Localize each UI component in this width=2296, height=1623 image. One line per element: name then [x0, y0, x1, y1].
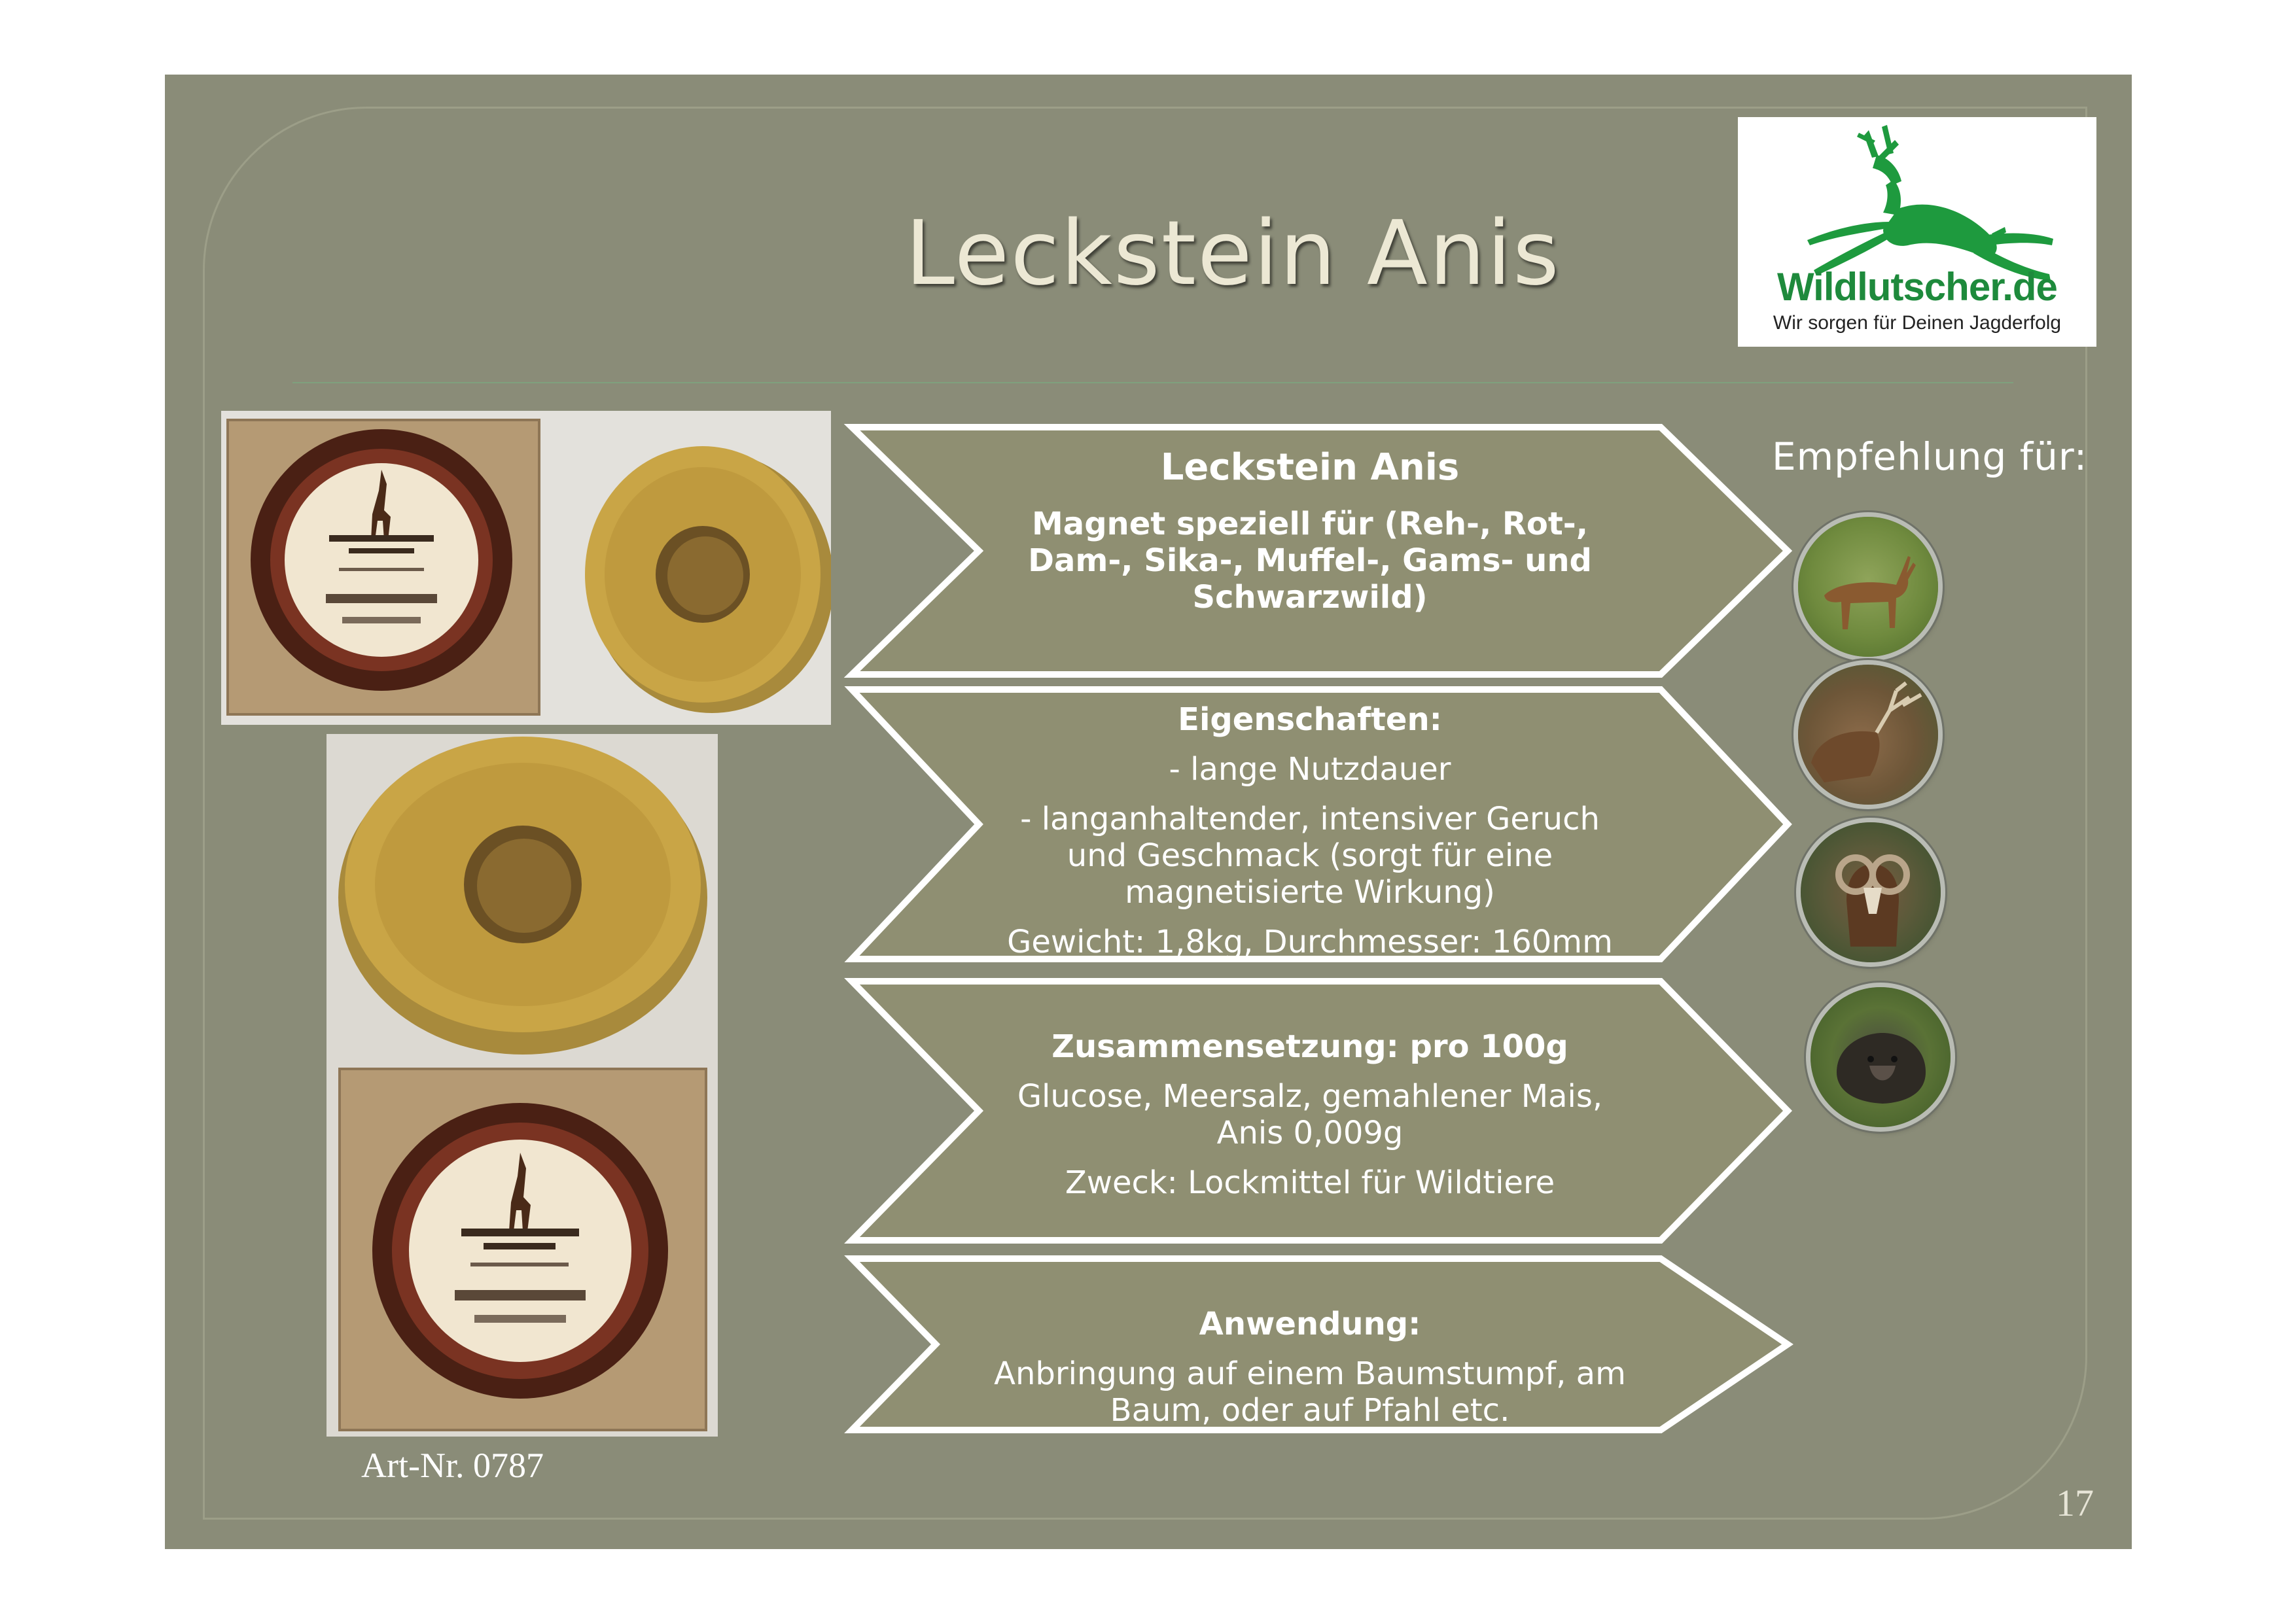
mouflon-icon — [1801, 822, 1941, 962]
panel-product-summary — [983, 446, 1637, 616]
composition-purpose: Zweck: Lockmittel für Wildtiere — [1065, 1164, 1555, 1201]
page-number: 17 — [2056, 1482, 2094, 1524]
recommendation-label: Empfehlung für: — [1772, 434, 2088, 479]
composition-line: Anis 0,009g — [1216, 1115, 1404, 1151]
logo-tagline: Wir sorgen für Deinen Jagderfolg — [1773, 312, 2062, 334]
slide — [165, 75, 2132, 1549]
panel-properties-heading: Eigenschaften: — [1178, 701, 1442, 738]
panel-product-line: Dam-, Sika-, Muffel-, Gams- und — [1028, 542, 1592, 579]
properties-item-line: magnetisierte Wirkung) — [1125, 874, 1495, 911]
panel-application — [963, 1306, 1657, 1429]
logo-wordmark: Wildlutscher.de — [1777, 265, 2057, 309]
slide-title: Leckstein Anis — [905, 202, 1561, 305]
roe-deer-icon — [1798, 517, 1938, 657]
wild-boar-photo — [1810, 987, 1951, 1127]
panel-composition — [963, 1028, 1657, 1201]
panel-properties — [963, 701, 1657, 960]
properties-item-line: und Geschmack (sorgt für eine — [1067, 837, 1553, 874]
red-deer-photo — [1798, 665, 1938, 805]
composition-line: Glucose, Meersalz, gemahlener Mais, — [1017, 1078, 1603, 1115]
panel-composition-heading: Zusammensetzung: pro 100g — [1051, 1028, 1568, 1065]
properties-item-line: - langanhaltender, intensiver Geruch — [1020, 801, 1600, 837]
article-number: Art-Nr. 0787 — [361, 1446, 544, 1485]
wild-boar-icon — [1810, 987, 1951, 1127]
mouflon-photo — [1801, 822, 1941, 962]
red-deer-icon — [1798, 665, 1938, 805]
application-line: Anbringung auf einem Baumstumpf, am — [994, 1355, 1626, 1392]
panel-product-line: Schwarzwild) — [1192, 579, 1428, 616]
panel-product-heading: Leckstein Anis — [1160, 446, 1460, 489]
properties-specs: Gewicht: 1,8kg, Durchmesser: 160mm — [1007, 924, 1613, 960]
application-line: Baum, oder auf Pfahl etc. — [1110, 1392, 1510, 1429]
properties-item: - lange Nutzdauer — [1169, 751, 1451, 788]
roe-deer-photo — [1798, 517, 1938, 657]
panel-application-heading: Anwendung: — [1199, 1306, 1421, 1342]
panel-product-line: Magnet speziell für (Reh-, Rot-, — [1032, 506, 1588, 542]
